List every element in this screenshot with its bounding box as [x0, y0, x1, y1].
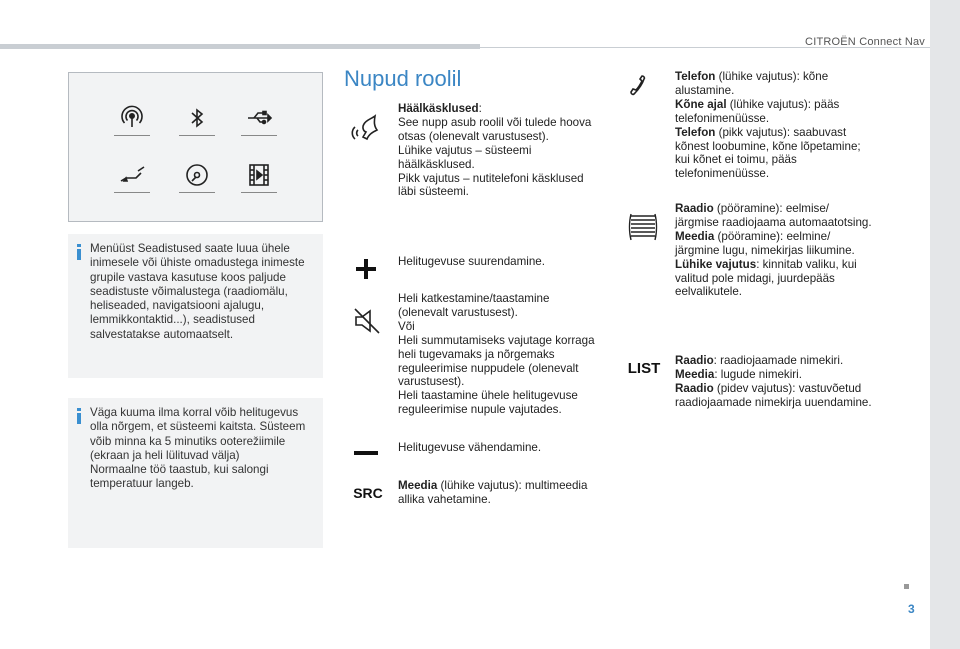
voice-command-icon: [348, 110, 384, 146]
list-button-label: LIST: [627, 359, 661, 377]
end-marker: [904, 584, 909, 589]
info-note-heat: [68, 398, 323, 548]
phone-icon: [626, 72, 656, 102]
control-title: Häälkäsklused: [398, 102, 479, 115]
header-brand: CITROËN Connect Nav: [805, 36, 925, 48]
page-side-strip: [930, 0, 960, 649]
icon-underline: [241, 192, 277, 193]
icon-underline: [179, 135, 215, 136]
icon-underline: [114, 135, 150, 136]
plus-icon: [352, 255, 380, 283]
control-voice-text: Häälkäsklused: See nupp asub roolil või tulede hoova otsas (olenevalt varustusest). Lühike vajutus – süsteemi häälkäsklused. Pikk vajutus – nutitelefoni käsklused läbi süsteemi.: [398, 102, 592, 199]
control-phone-text: Telefon (lühike vajutus): kõne alustamine. Kõne ajal (lühike vajutus): pääs telefonimenüüsse. Telefon (pikk vajutus): saabuvast kõnest loobumine, kõne lõpetamine; kui kõnet ei toimu, pääs telefonimenüüsse.: [675, 70, 861, 181]
header-rule-left: [0, 44, 480, 49]
podcast-icon: [112, 98, 152, 138]
cd-icon: [177, 155, 217, 195]
aux-cable-icon: [112, 155, 152, 195]
control-wheel-text: Raadio (pööramine): eelmise/ järgmise raadiojaama automaatotsing. Meedia (pööramine): eelmine/ järgmine lugu, nimekirjas liikumine. Lühike vajutus: kinnitab valiku, kui valitud pole midagi, juurdepääs eelvalikutele.: [675, 202, 872, 299]
section-title: Nupud roolil: [344, 66, 462, 91]
bluetooth-icon: [177, 98, 217, 138]
mute-icon: [350, 304, 384, 338]
control-src-text: Meedia (lühike vajutus): multimeedia allika vahetamine.: [398, 479, 588, 506]
minus-icon: [352, 443, 380, 463]
thumbwheel-icon: [626, 210, 660, 244]
control-list-text: Raadio: raadiojaamade nimekiri. Meedia: lugude nimekiri. Raadio (pidev vajutus): vastuvõetud raadiojaamade nimekirja uuendamine.: [675, 354, 872, 409]
control-volume-down-text: Helitugevuse vähendamine.: [398, 441, 542, 454]
control-volume-up-text: Helitugevuse suurendamine.: [398, 255, 545, 268]
info-icon: [76, 408, 82, 424]
info-note-settings: [68, 234, 323, 378]
note-text: Väga kuuma ilma korral võib helitugevus olla nõrgem, et süsteemi kaitsta. Süsteem võib minna ka 5 minutiks ooterežiimile (ekraan ja heli lülituvad välja) Normaalne töö taastub, kui salongi temperatuur langeb.: [90, 406, 306, 491]
info-icon: [76, 244, 82, 260]
note-text: Menüüst Seadistused saate luua ühele inimesele või ühiste omadustega inimeste grupile vastava kasutuse koos paljude seadistuste võimalustega (raadiomälu, heliseaded, navigatsiooni ajalugu, lemmikkontaktid...), seadistused salvestatakse automaatselt.: [90, 242, 305, 341]
control-title: Meedia: [398, 479, 438, 492]
src-button-label: SRC: [353, 485, 383, 501]
source-icons-panel: [68, 72, 323, 222]
media-file-icon: [239, 155, 279, 195]
icon-underline: [114, 192, 150, 193]
usb-icon: [239, 98, 279, 138]
control-mute-text: Heli katkestamine/taastamine (olenevalt varustusest). Või Heli summutamiseks vajutage korraga heli tugevamaks ja nõrgemaks reguleerimise nuppudele (olenevalt varustusest). Heli taastamine ühele helitugevuse reguleerimise nupule vajutades.: [398, 292, 595, 417]
icon-underline: [179, 192, 215, 193]
icon-underline: [241, 135, 277, 136]
page-number: 3: [908, 602, 915, 616]
